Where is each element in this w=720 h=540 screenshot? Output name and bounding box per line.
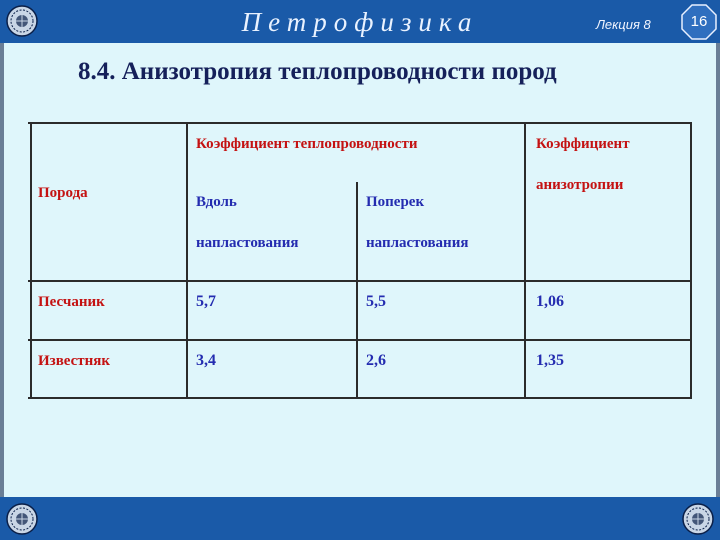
subheader-along-line2: напластования xyxy=(196,235,299,251)
subheader-across-line1: Поперек xyxy=(366,194,425,210)
row-value-across: 5,5 xyxy=(366,293,386,310)
lecture-label: Лекция 8 xyxy=(596,17,651,32)
subheader-along-line1: Вдоль xyxy=(196,194,237,210)
header-rock: Порода xyxy=(38,185,88,201)
university-emblem-icon xyxy=(5,4,39,38)
subheader-across-line2: напластования xyxy=(366,235,469,251)
slide-heading: 8.4. Анизотропия теплопроводности пород xyxy=(78,58,557,85)
row-value-along: 3,4 xyxy=(196,352,216,369)
university-emblem-icon xyxy=(681,502,715,536)
course-title: Петрофизика xyxy=(241,7,479,37)
header-anisotropy-line1: Коэффициент xyxy=(536,136,630,152)
page-number: 16 xyxy=(690,13,708,30)
row-rock-name: Известняк xyxy=(38,353,111,369)
page-number-badge xyxy=(680,3,718,41)
row-value-anisotropy: 1,06 xyxy=(536,293,564,310)
row-value-across: 2,6 xyxy=(366,352,386,369)
slide-content-area xyxy=(4,43,716,497)
header-conductivity: Коэффициент теплопроводности xyxy=(196,136,418,152)
university-emblem-icon xyxy=(5,502,39,536)
row-rock-name: Песчаник xyxy=(38,294,105,310)
row-value-anisotropy: 1,35 xyxy=(536,352,564,369)
footer-bar xyxy=(0,497,720,540)
header-anisotropy-line2: анизотропии xyxy=(536,177,624,193)
row-value-along: 5,7 xyxy=(196,293,216,310)
right-border xyxy=(716,43,720,497)
